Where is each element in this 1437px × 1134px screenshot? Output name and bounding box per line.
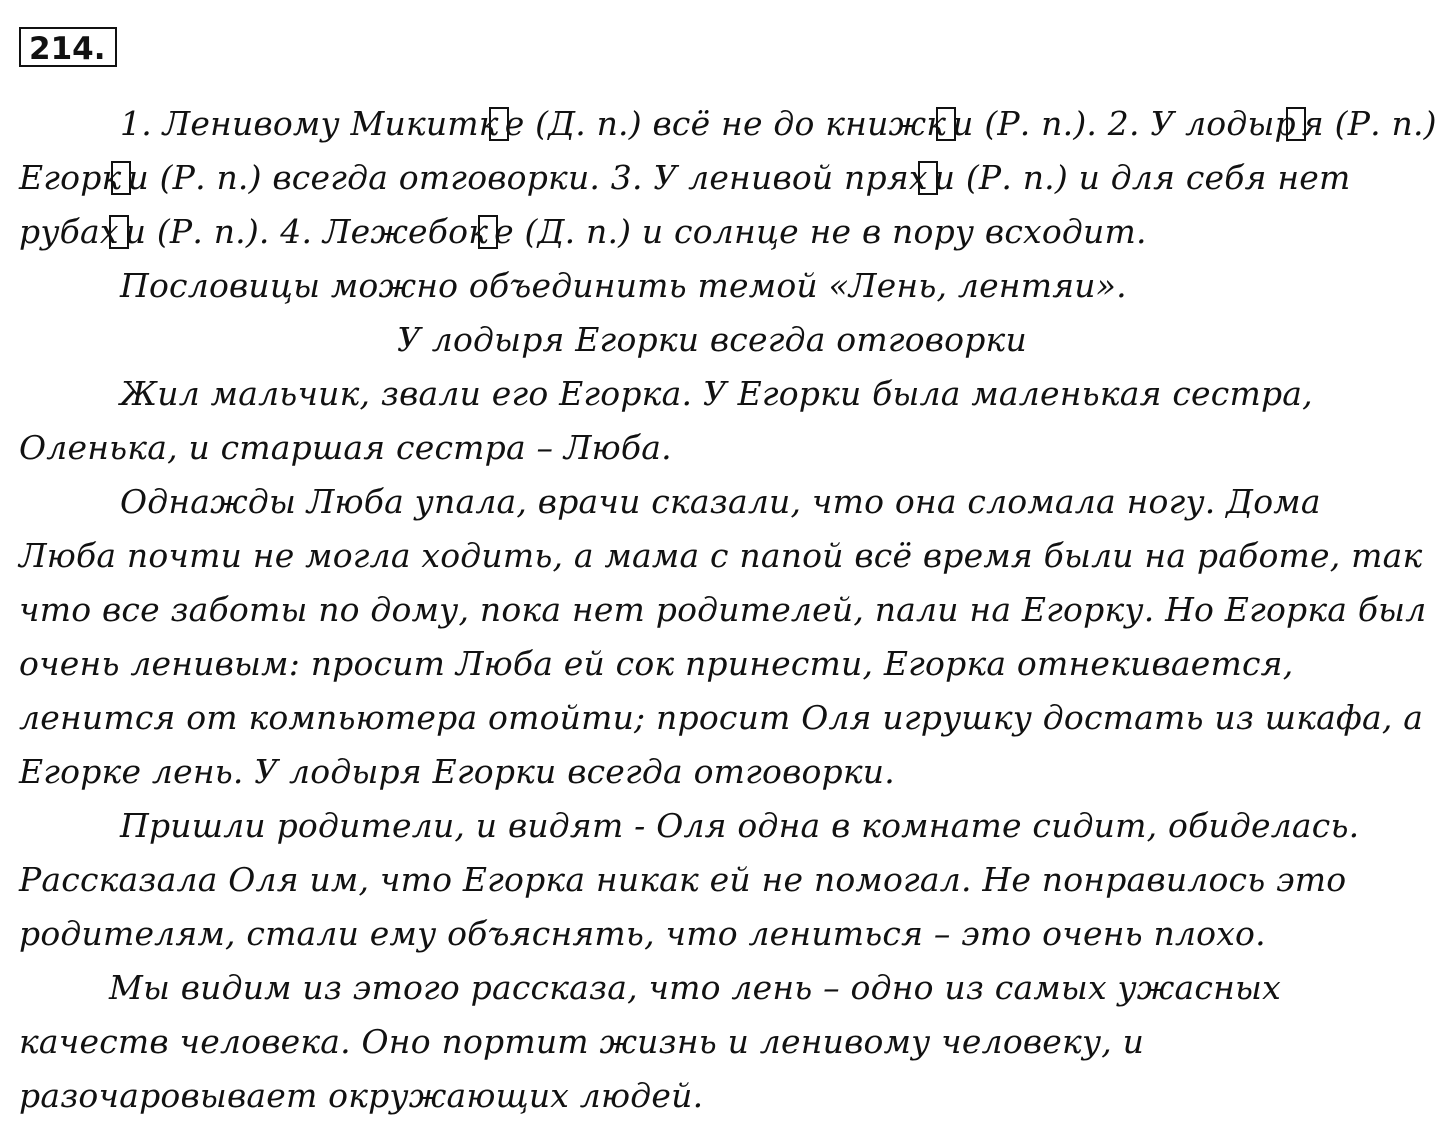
theme-line: Пословицы можно объединить темой «Лень, лентяи».: [120, 266, 1127, 305]
text-segment: е (Д. п.) и солнце не в пору всходит.: [494, 212, 1147, 251]
proverb-line-3: [19, 205, 1384, 259]
conclusion-line-2: качеств человека. Оно портит жизнь и ленивому человеку, и: [19, 1022, 1145, 1061]
paragraph-2-line-5: ленится от компьютера отойти; просит Оля игрушку достать из шкафа, а: [19, 698, 1424, 737]
conclusion-line-1: Мы видим из этого рассказа, что лень – одно из самых ужасных: [109, 968, 1281, 1007]
paragraph-3-line-1: Пришли родители, и видят - Оля одна в комнате сидит, обиделась.: [120, 806, 1360, 845]
paragraph-1-line-2: Оленька, и старшая сестра – Люба.: [19, 428, 672, 467]
exercise-number: 214: [29, 31, 94, 67]
exercise-number-box: [19, 27, 117, 67]
paragraph-2-line-6: Егорке лень. У лодыря Егорки всегда отговорки.: [19, 752, 895, 791]
text-segment: е (Д. п.) всё не до книжк: [504, 104, 947, 143]
text-segment: рубах: [19, 212, 119, 251]
text-segment: Егорк: [19, 158, 122, 197]
paragraph-2-line-4: очень ленивым: просит Люба ей сок принести, Егорка отнекивается,: [19, 644, 1294, 683]
text-segment: и (Р. п.). 4. Лежебок: [124, 212, 489, 251]
text-segment: и (Р. п.) и для себя нет: [933, 158, 1351, 197]
text-segment: 1. Ленивому Микитк: [120, 104, 499, 143]
text-segment: и (Р. п.) всегда отговорки. 3. У ленивой прях: [127, 158, 928, 197]
conclusion-line-3: разочаровывает окружающих людей.: [19, 1076, 704, 1115]
proverb-line-2: [19, 151, 1384, 205]
exercise-number-dot: .: [93, 31, 106, 67]
paragraph-2-line-1: Однажды Люба упала, врачи сказали, что она сломала ногу. Дома: [120, 482, 1321, 521]
paragraph-1-line-1: Жил мальчик, звали его Егорка. У Егорки была маленькая сестра,: [120, 374, 1313, 413]
paragraph-2-line-2: Люба почти не могла ходить, а мама с папой всё время были на работе, так: [19, 536, 1423, 575]
text-segment: я (Р. п.): [1301, 104, 1437, 143]
paragraph-3-line-3: родителям, стали ему объяснять, что лениться – это очень плохо.: [19, 914, 1266, 953]
paragraph-2-line-3: что все заботы по дому, пока нет родителей, пали на Егорку. Но Егорка был: [19, 590, 1427, 629]
exercise-text: [19, 97, 1437, 1123]
proverb-line-1: [19, 97, 1437, 151]
paragraph-3-line-2: Рассказала Оля им, что Егорка никак ей не помогал. Не понравилось это: [19, 860, 1347, 899]
text-segment: и (Р. п.). 2. У лодыр: [952, 104, 1296, 143]
story-title: У лодыря Егорки всегда отговорки: [397, 320, 1027, 359]
